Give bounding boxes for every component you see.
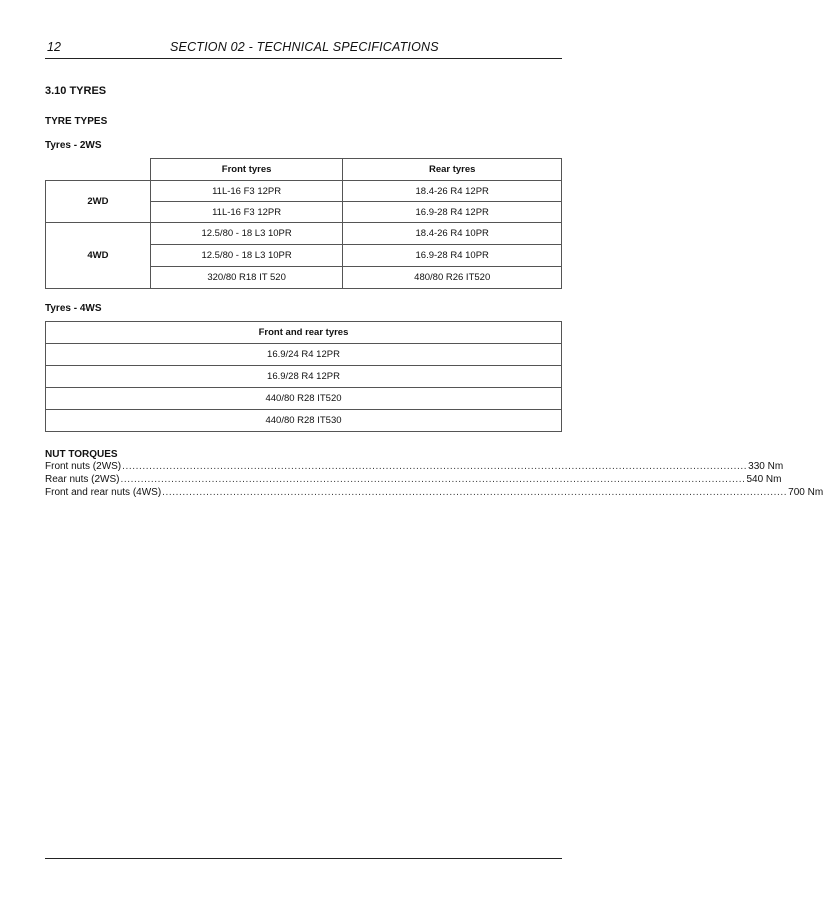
torque-label: Front and rear nuts (4WS)	[45, 487, 162, 498]
group-label-2wd: 2WD	[46, 181, 151, 223]
footer-rule	[45, 858, 562, 859]
tyres-2ws-table	[45, 158, 562, 289]
front-tyre-cell: 12.5/80 - 18 L3 10PR	[150, 245, 343, 267]
tyres-4ws-table	[45, 321, 562, 432]
nut-torques-section	[45, 449, 823, 500]
dot-leader: .........................................................................................................................................................................................	[122, 461, 748, 472]
torque-value: 540 Nm	[746, 474, 782, 485]
page-header	[45, 38, 562, 59]
rear-tyre-cell: 16.9-28 R4 12PR	[343, 202, 562, 223]
dot-leader: .........................................................................................................................................................................................	[120, 474, 746, 485]
tyres-2ws-heading: Tyres - 2WS	[45, 140, 102, 151]
column-header-front: Front tyres	[150, 159, 343, 181]
front-tyre-cell: 320/80 R18 IT 520	[150, 267, 343, 289]
tyre-cell: 16.9/28 R4 12PR	[46, 366, 562, 388]
torque-row	[45, 474, 782, 487]
rear-tyre-cell: 18.4-26 R4 12PR	[343, 181, 562, 202]
nut-torques-heading: NUT TORQUES	[45, 449, 118, 460]
group-label-4wd: 4WD	[46, 223, 151, 289]
tyre-cell: 440/80 R28 IT520	[46, 388, 562, 410]
table-row	[46, 344, 562, 366]
torque-value: 330 Nm	[748, 461, 784, 472]
table-row	[46, 410, 562, 432]
rear-tyre-cell: 480/80 R26 IT520	[343, 267, 562, 289]
rear-tyre-cell: 18.4-26 R4 10PR	[343, 223, 562, 245]
front-tyre-cell: 11L-16 F3 12PR	[150, 202, 343, 223]
section-heading: 3.10 TYRES	[45, 85, 107, 97]
dot-leader: .........................................................................................................................................................................................	[162, 487, 788, 498]
torque-label: Rear nuts (2WS)	[45, 474, 120, 485]
column-header-rear: Rear tyres	[343, 159, 562, 181]
torque-label: Front nuts (2WS)	[45, 461, 122, 472]
front-tyre-cell: 12.5/80 - 18 L3 10PR	[150, 223, 343, 245]
table-row	[46, 388, 562, 410]
column-header-front-rear: Front and rear tyres	[46, 322, 562, 344]
table-row	[46, 366, 562, 388]
page-number: 12	[47, 40, 61, 54]
table-row	[46, 223, 562, 245]
section-title: SECTION 02 - TECHNICAL SPECIFICATIONS	[170, 40, 439, 54]
tyre-cell: 16.9/24 R4 12PR	[46, 344, 562, 366]
tyre-cell: 440/80 R28 IT530	[46, 410, 562, 432]
table-header-row	[46, 322, 562, 344]
blank-corner-cell	[46, 159, 151, 181]
front-tyre-cell: 11L-16 F3 12PR	[150, 181, 343, 202]
rear-tyre-cell: 16.9-28 R4 10PR	[343, 245, 562, 267]
table-row	[46, 181, 562, 202]
torque-row	[45, 461, 784, 474]
tyre-types-heading: TYRE TYPES	[45, 116, 108, 127]
torque-row	[45, 487, 823, 500]
table-header-row	[46, 159, 562, 181]
torque-value: 700 Nm	[788, 487, 823, 498]
tyres-4ws-heading: Tyres - 4WS	[45, 303, 102, 314]
